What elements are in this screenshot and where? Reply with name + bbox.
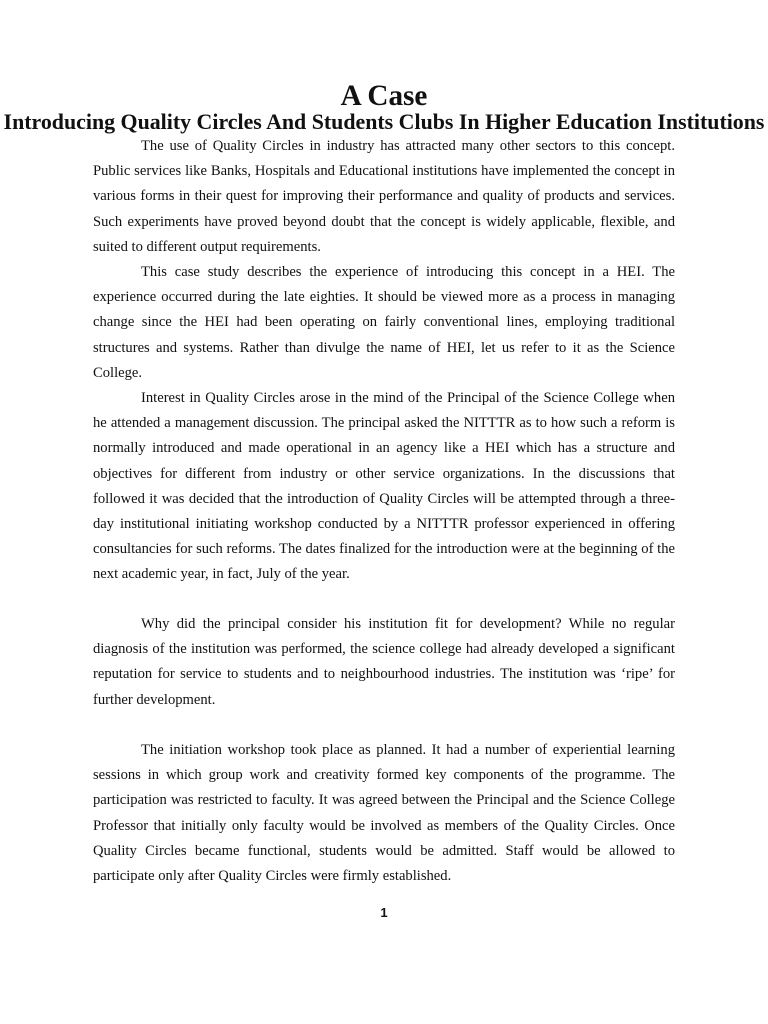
paragraph-3: Interest in Quality Circles arose in the mind of the Principal of the Science College when he attended a management discussion. The principal asked the NITTTR as to how such a reform is normally introduced and made operational in an agency like a HEI which has a structure and objectives for different from industry or other service organizations. In the discussions that followed it was decided that the introduction of Quality Circles will be attempted through a three-day institutional initiating workshop conducted by a NITTTR professor experienced in offering consultancies for such reforms. The dates finalized for the introduction were at the beginning of the next academic year, in fact, July of the year.: [93, 390, 675, 583]
document-subtitle: Introducing Quality Circles And Students Clubs In Higher Education Institutions: [3, 109, 765, 134]
body-paragraph-group-2: [93, 612, 675, 713]
body-paragraph-group-3: [93, 738, 675, 889]
document-title: A Case: [340, 80, 428, 112]
page-number: 1: [380, 905, 388, 920]
paragraph-2: This case study describes the experience of introducing this concept in a HEI. The experience occurred during the late eighties. It should be viewed more as a process in managing change since the HEI had been operating on fairly conventional lines, employing traditional structures and systems. Rather than divulge the name of HEI, let us refer to it as the Science College.: [93, 264, 675, 381]
body-paragraphs-group-1: [93, 134, 675, 588]
paragraph-5: The initiation workshop took place as planned. It had a number of experiential learning sessions in which group work and creativity formed key components of the programme. The participation was restricted to faculty. It was agreed between the Principal and the Science College Professor that initially only faculty would be involved as members of the Quality Circles. Once Quality Circles became functional, students would be admitted. Staff would be allowed to participate only after Quality Circles were firmly established.: [93, 742, 675, 885]
paragraph-4: Why did the principal consider his institution fit for development? While no regular diagnosis of the institution was performed, the science college had already developed a significant reputation for service to students and to neighbourhood industries. The institution was ‘ripe’ for further development.: [93, 616, 675, 708]
paragraph-1: The use of Quality Circles in industry has attracted many other sectors to this concept. Public services like Banks, Hospitals and Educational institutions have implemented the concept in various forms in their quest for improving their performance and quality of products and services. Such experiments have proved beyond doubt that the concept is widely applicable, flexible, and suited to different output requirements.: [93, 138, 675, 255]
